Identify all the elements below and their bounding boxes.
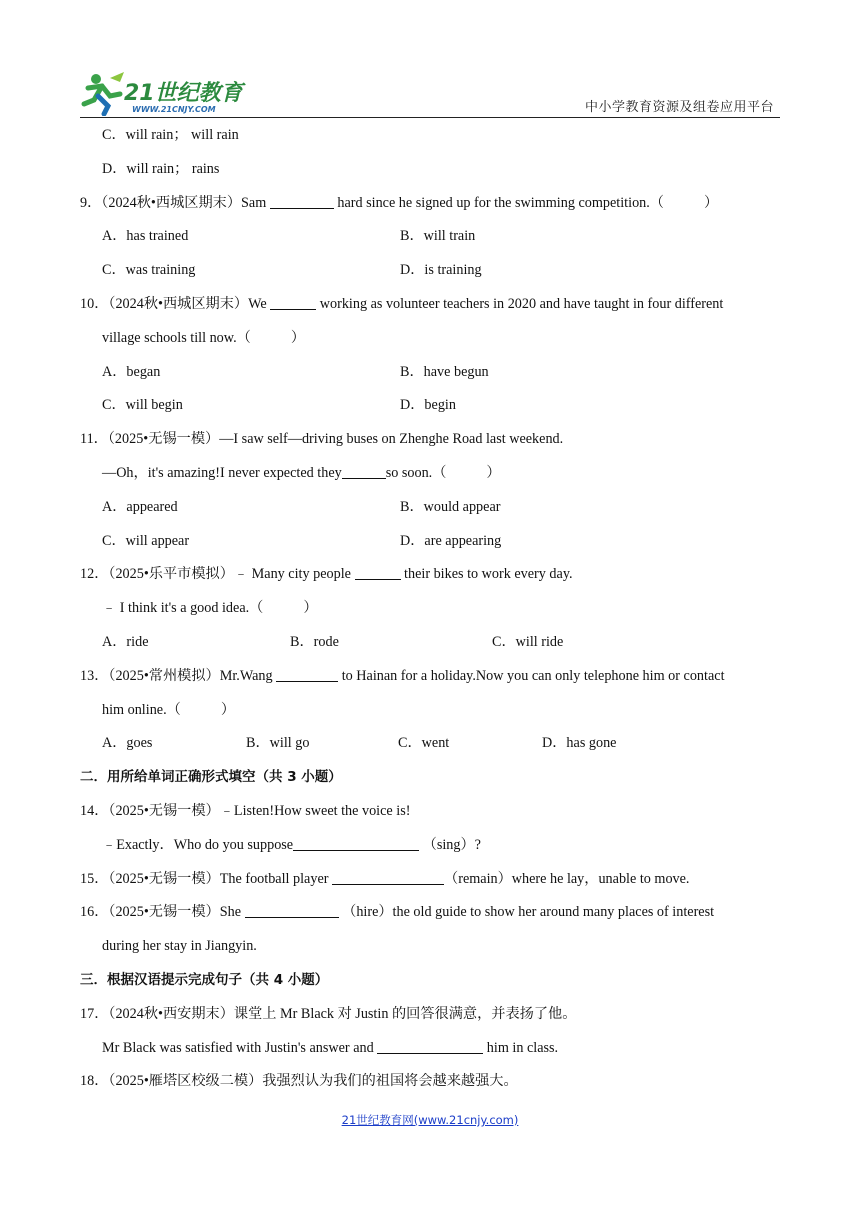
footer-link[interactable]: 21世纪教育网(www.21cnjy.com): [341, 1113, 519, 1127]
question-16-cont: during her stay in Jiangyin.: [102, 938, 257, 955]
option-d[interactable]: D．begin: [400, 397, 456, 414]
question-15: 15．（2025•无锡一模）The football player （remain）where he lay，unable to move.: [80, 870, 690, 887]
option-c[interactable]: C．will appear: [102, 532, 190, 549]
option-c[interactable]: C．will begin: [102, 397, 183, 414]
option-b[interactable]: B．would appear: [400, 498, 501, 515]
option-d[interactable]: D．has gone: [542, 735, 617, 752]
options-row: [80, 220, 782, 254]
option-d[interactable]: D．are appearing: [400, 532, 502, 549]
option-b[interactable]: B．will train: [400, 228, 476, 245]
options-row: [80, 626, 782, 660]
option-b[interactable]: B．will go: [246, 735, 310, 752]
page-footer: [0, 1112, 860, 1128]
question-18: 18．（2025•雁塔区校级二模）我强烈认为我们的祖国将会越来越强大。: [80, 1073, 518, 1090]
options-row: [80, 389, 782, 423]
question-12: 12．（2025•乐平市模拟）﹣ Many city people their bikes to work every day.: [80, 566, 573, 583]
options-row: [80, 491, 782, 525]
option-a[interactable]: A．ride: [102, 633, 149, 650]
question-10: 10．（2024秋•西城区期末）We working as volunteer teachers in 2020 and have taught in four different: [80, 295, 724, 312]
answer-blank[interactable]: [270, 194, 334, 209]
option-b[interactable]: B．rode: [290, 633, 339, 650]
answer-blank[interactable]: [293, 836, 419, 851]
option-line: C．will rain； will rain: [102, 127, 239, 143]
answer-blank[interactable]: [276, 667, 338, 682]
answer-blank[interactable]: [270, 295, 316, 310]
runner-icon: [84, 72, 124, 114]
question-11-cont: —Oh，it's amazing!I never expected they so soon.（ ）: [102, 464, 501, 481]
question-12-cont: ﹣ I think it's a good idea.（ ）: [102, 600, 318, 617]
answer-blank[interactable]: [342, 464, 386, 479]
logo: [80, 70, 270, 116]
answer-blank[interactable]: [245, 903, 339, 918]
svg-text:21世纪教育: 21世纪教育: [124, 81, 243, 106]
options-row: [80, 727, 782, 761]
option-a[interactable]: A．appeared: [102, 498, 178, 515]
option-b[interactable]: B．have begun: [400, 363, 489, 380]
section-heading: 三．根据汉语提示完成句子（共 4 小题）: [80, 971, 329, 988]
option-c[interactable]: C．was training: [102, 262, 196, 279]
question-13-cont: him online.（ ）: [102, 701, 236, 718]
question-17: 17．（2024秋•西安期末）课堂上 Mr Black 对 Justin 的回答很满意，并表扬了他。: [80, 1005, 577, 1022]
options-row: [80, 356, 782, 390]
answer-blank[interactable]: [377, 1039, 483, 1054]
options-row: [80, 525, 782, 559]
question-17-cont: Mr Black was satisfied with Justin's answer and him in class.: [102, 1039, 559, 1056]
answer-blank[interactable]: [355, 565, 401, 580]
question-13: 13．（2025•常州模拟）Mr.Wang to Hainan for a holiday.Now you can only telephone him or contact: [80, 667, 725, 684]
section-heading: 二．用所给单词正确形式填空（共 3 小题）: [80, 769, 342, 786]
option-a[interactable]: A．has trained: [102, 228, 189, 245]
option-a[interactable]: A．began: [102, 363, 161, 380]
options-row: [80, 254, 782, 288]
page-header: [80, 64, 780, 118]
header-divider: [80, 117, 780, 118]
question-10-cont: village schools till now.（ ）: [102, 329, 306, 346]
exam-content: [80, 119, 782, 1099]
option-c[interactable]: C．went: [398, 735, 450, 752]
question-16: 16．（2025•无锡一模）She （hire）the old guide to show her around many places of interest: [80, 904, 715, 921]
question-14: 14．（2025•无锡一模）﹣Listen!How sweet the voice is!: [80, 802, 411, 819]
question-11: 11．（2025•无锡一模）—I saw self—driving buses on Zhenghe Road last weekend.: [80, 431, 564, 448]
platform-name: 中小学教育资源及组卷应用平台: [584, 100, 774, 115]
option-line: D．will rain； rains: [102, 160, 220, 177]
svg-text:WWW.21CNJY.COM: WWW.21CNJY.COM: [132, 105, 216, 114]
question-14-cont: ﹣Exactly．Who do you suppose （sing）?: [102, 836, 481, 853]
answer-blank[interactable]: [332, 870, 444, 885]
option-a[interactable]: A．goes: [102, 735, 153, 752]
question-9: 9．（2024秋•西城区期末）Sam hard since he signed up for the swimming competition.（ ）: [80, 194, 719, 211]
option-d[interactable]: D．is training: [400, 262, 482, 279]
option-c[interactable]: C．will ride: [492, 633, 564, 650]
